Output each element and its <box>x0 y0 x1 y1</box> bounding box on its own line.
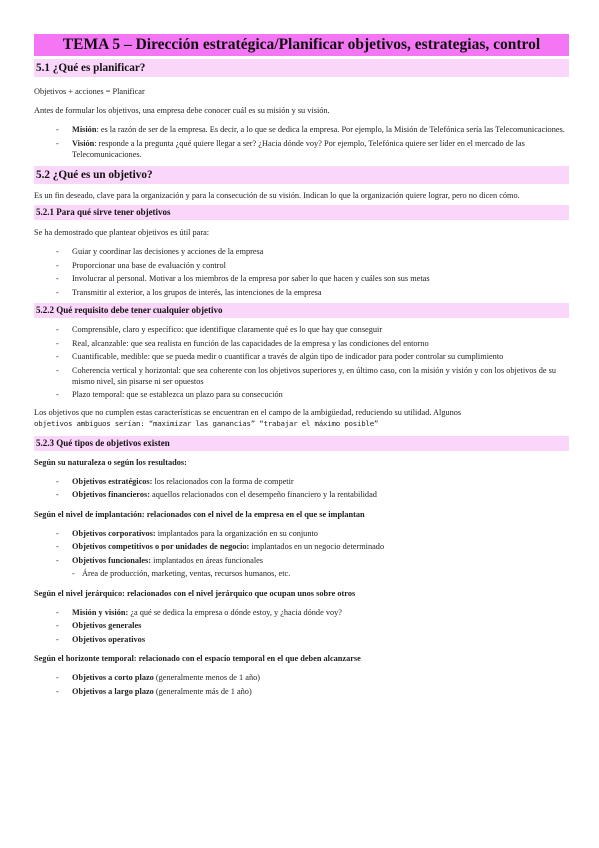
list-item: - Objetivos financieros: aquellos relacionados con el desempeño financiero y la rentabilidad <box>34 489 569 500</box>
section-heading-5-2: 5.2 ¿Qué es un objetivo? <box>34 166 569 184</box>
list-item: - Cuantificable, medible: que se pueda medir o cuantificar a través de algún tipo de indicador para poder controlar su cumplimiento <box>34 351 569 362</box>
document-title: TEMA 5 – Dirección estratégica/Planificar objetivos, estrategias, control <box>34 34 569 56</box>
group-title-implantacion: Según el nivel de implantación: relacionados con el nivel de la empresa en el que se implantan <box>34 509 365 519</box>
list-item: - Objetivos estratégicos: los relacionados con la forma de competir <box>34 476 569 487</box>
list-item: - Área de producción, marketing, ventas, recursos humanos, etc. <box>34 568 569 579</box>
list-item: - Objetivos corporativos: implantados para la organización en su conjunto <box>34 528 569 539</box>
formula-text: Objetivos + acciones = Planificar <box>34 87 145 96</box>
group-title-temporal: Según el horizonte temporal: relacionado con el espacio temporal en el que deben alcanzarse <box>34 654 361 663</box>
section-heading-5-2-2: 5.2.2 Qué requisito debe tener cualquier objetivo <box>34 303 569 318</box>
intro-paragraph: Antes de formular los objetivos, una empresa debe conocer cuál es su misión y su visión. <box>34 106 330 115</box>
section-heading-5-1: 5.1 ¿Qué es planificar? <box>34 59 569 77</box>
document-page <box>34 34 569 699</box>
list-item: - Real, alcanzable: que sea realista en función de las capacidades de la empresa y las condiciones del entorno <box>34 338 569 349</box>
list-item: - Coherencia vertical y horizontal: que sea coherente con los objetivos superiores y, en último caso, con la misión y visión y con los objetivos de su mismo nivel, sin pisarse ni ser opuestos <box>34 365 569 387</box>
nature-list <box>34 476 569 501</box>
list-item: - Comprensible, claro y específico: que identifique claramente qué es lo que hay que conseguir <box>34 324 569 335</box>
list-item: - Misión y visión: ¿a qué se dedica la empresa o dónde estoy, y ¿hacia dónde voy? <box>34 607 569 618</box>
section-heading-5-2-3: 5.2.3 Qué tipos de objetivos existen <box>34 436 569 451</box>
ambiguity-examples: objetivos ambiguos serían: “maximizar las ganancias” “trabajar el máximo posible” <box>34 418 379 428</box>
list-item: - Objetivos competitivos o por unidades de negocio: implantados en un negocio determinado <box>34 541 569 552</box>
list-item: - Objetivos a corto plazo (generalmente menos de 1 año) <box>34 672 569 683</box>
objective-definition: Es un fin deseado, clave para la organización y para la consecución de su visión. Indican lo que la organización quiere lograr, pero no dicen cómo. <box>34 191 520 200</box>
group-title-naturaleza: Según su naturaleza o según los resultados: <box>34 457 187 467</box>
requirements-list <box>34 324 569 400</box>
list-item: - Involucrar al personal. Motivar a los miembros de la empresa por saber lo que hacen y cuáles son sus metas <box>34 273 569 284</box>
group-title-jerarquico: Según el nivel jerárquico: relacionados con el nivel jerárquico que ocupan unos sobre otros <box>34 588 356 598</box>
section-heading-5-2-1: 5.2.1 Para qué sirve tener objetivos <box>34 205 569 220</box>
list-item: - Transmitir al exterior, a los grupos de interés, las intenciones de la empresa <box>34 287 569 298</box>
ambiguity-paragraph: Los objetivos que no cumplen estas características se encuentran en el campo de la ambigüedad, reduciendo su utilidad. Algunos <box>34 407 462 417</box>
purpose-list <box>34 246 569 298</box>
list-item: - Misión: es la razón de ser de la empresa. Es decir, a lo que se dedica la empresa. Por ejemplo, la Misión de Telefónica sería las Telecomunicaciones. <box>34 124 569 135</box>
implantation-list <box>34 528 569 580</box>
hierarchy-list <box>34 607 569 645</box>
list-item: - Guiar y coordinar las decisiones y acciones de la empresa <box>34 246 569 257</box>
list-item: - Objetivos funcionales: implantados en áreas funcionales <box>34 555 569 566</box>
list-item: - Plazo temporal: que se establezca un plazo para su consecución <box>34 389 569 400</box>
list-item: - Proporcionar una base de evaluación y control <box>34 260 569 271</box>
mission-vision-list <box>34 124 569 160</box>
temporal-list <box>34 672 569 697</box>
list-item: - Visión: responde a la pregunta ¿qué quiere llegar a ser? ¿Hacia dónde voy? Por ejemplo, Telefónica quiere ser líder en el mercado de las Telecomunicaciones. <box>34 138 569 160</box>
purpose-intro: Se ha demostrado que plantear objetivos es útil para: <box>34 228 210 237</box>
list-item: - Objetivos a largo plazo (generalmente más de 1 año) <box>34 686 569 697</box>
list-item: - Objetivos operativos <box>34 634 569 645</box>
list-item: - Objetivos generales <box>34 620 569 631</box>
